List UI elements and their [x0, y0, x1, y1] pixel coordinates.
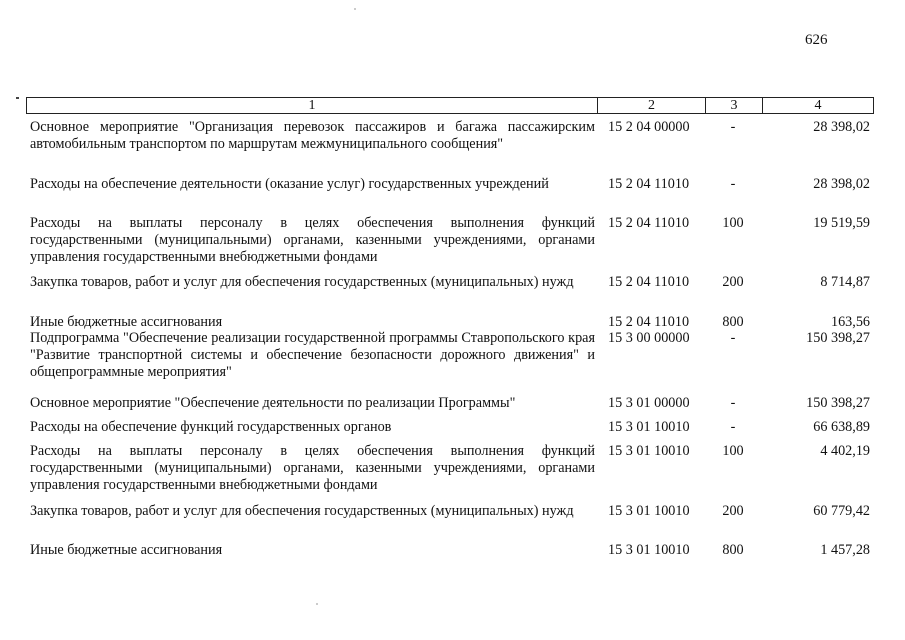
row-amount: 163,56 — [830, 314, 870, 330]
row-code: 15 3 01 00000 — [608, 395, 690, 411]
margin-mark — [16, 97, 19, 99]
row-amount: 28 398,02 — [813, 176, 870, 192]
row-code: 15 3 00 00000 — [608, 330, 690, 346]
page-number: 626 — [805, 32, 828, 48]
row-name: Основное мероприятие "Обеспечение деятельности по реализации Программы" — [30, 395, 516, 411]
row-code: 15 2 04 00000 — [608, 119, 690, 135]
row-amount: 28 398,02 — [813, 119, 870, 135]
row-amount: 4 402,19 — [820, 443, 870, 459]
row-name: Закупка товаров, работ и услуг для обеспечения государственных (муниципальных) нужд — [30, 274, 574, 290]
row-type: - — [730, 395, 736, 411]
row-type: - — [730, 176, 736, 192]
row-amount: 19 519,59 — [813, 215, 870, 231]
row-name: Закупка товаров, работ и услуг для обеспечения государственных (муниципальных) нужд — [30, 503, 574, 519]
row-type: - — [730, 330, 736, 346]
row-amount: 60 779,42 — [813, 503, 870, 519]
row-name: Иные бюджетные ассигнования — [30, 542, 223, 558]
row-amount: 1 457,28 — [820, 542, 870, 558]
row-name: Расходы на обеспечение функций государственных органов — [30, 419, 392, 435]
row-name: Основное мероприятие "Организация перевозок пассажиров и багажа пассажирским автомобильным транспортом по маршрутам межмуниципального сообщения" — [30, 119, 595, 152]
row-type: - — [730, 119, 736, 135]
row-type: 100 — [722, 443, 744, 459]
row-code: 15 3 01 10010 — [608, 503, 690, 519]
row-code: 15 3 01 10010 — [608, 419, 690, 435]
header-col-3: 3 — [706, 98, 763, 113]
row-code: 15 2 04 11010 — [608, 314, 690, 330]
row-type: 200 — [722, 274, 744, 290]
header-col-2: 2 — [598, 98, 706, 113]
row-code: 15 2 04 11010 — [608, 274, 690, 290]
row-name: Расходы на обеспечение деятельности (оказание услуг) государственных учреждений — [30, 176, 549, 192]
row-code: 15 2 04 11010 — [608, 176, 690, 192]
header-col-4: 4 — [814, 98, 822, 113]
row-type: 200 — [722, 503, 744, 519]
row-amount: 8 714,87 — [820, 274, 870, 290]
row-amount: 66 638,89 — [813, 419, 870, 435]
row-code: 15 3 01 10010 — [608, 443, 690, 459]
row-type: 800 — [722, 542, 744, 558]
row-code: 15 2 04 11010 — [608, 215, 690, 231]
row-name: Расходы на выплаты персоналу в целях обеспечения выполнения функций государственными (муниципальными) органами, казенными учреждениями, органами управления государственными внебюджетными фондами — [30, 215, 595, 265]
row-code: 15 3 01 10010 — [608, 542, 690, 558]
row-amount: 150 398,27 — [806, 330, 870, 346]
scan-speck — [354, 8, 356, 10]
table-header — [26, 97, 874, 114]
row-type: 800 — [722, 314, 744, 330]
row-type: 100 — [722, 215, 744, 231]
row-amount: 150 398,27 — [806, 395, 870, 411]
row-name: Подпрограмма "Обеспечение реализации государственной программы Ставропольского края "Развитие транспортной системы и обеспечение безопасности дорожного движения" и общепрограммные мероприятия" — [30, 330, 595, 380]
scan-speck — [316, 603, 318, 605]
row-type: - — [730, 419, 736, 435]
header-col-1: 1 — [27, 98, 598, 113]
row-name: Иные бюджетные ассигнования — [30, 314, 223, 330]
row-name: Расходы на выплаты персоналу в целях обеспечения выполнения функций государственными (муниципальными) органами, казенными учреждениями, органами управления государственными внебюджетными фондами — [30, 443, 595, 493]
